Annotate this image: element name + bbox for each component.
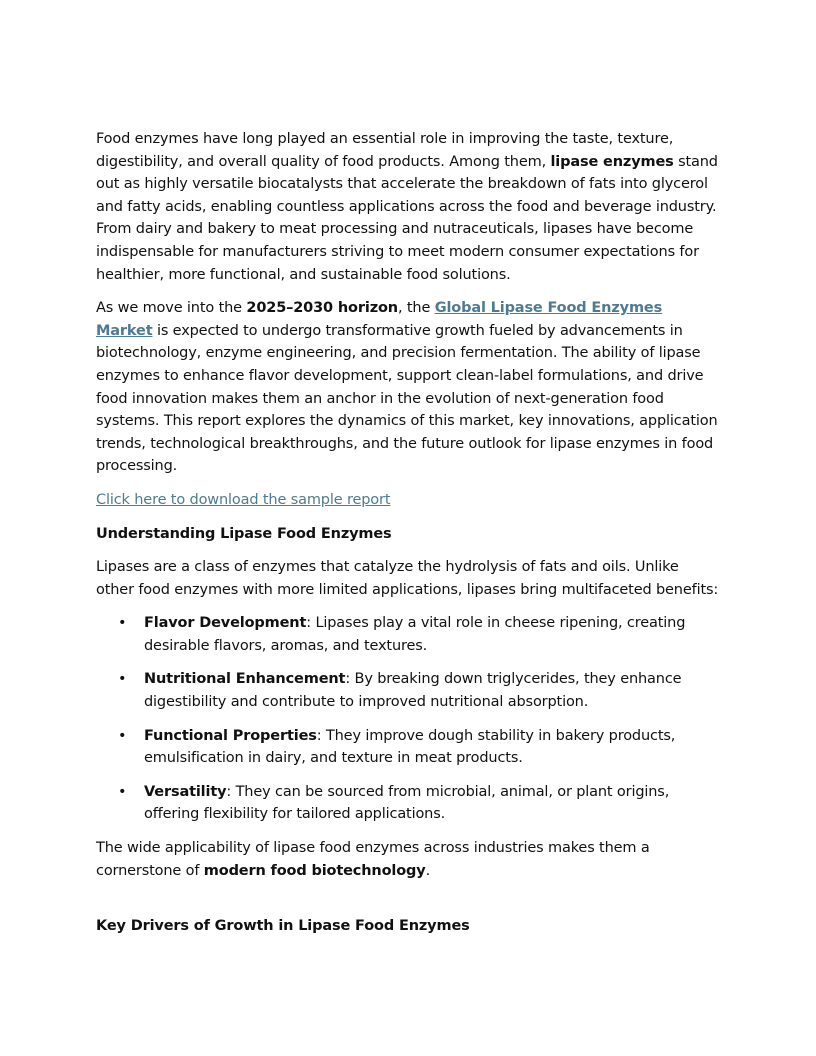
- horizon-text: As we move into the: [96, 300, 247, 317]
- bullet-icon: •: [118, 615, 127, 632]
- list-item-term: Versatility: [144, 783, 227, 800]
- closing-period: .: [425, 862, 431, 879]
- download-sample-link[interactable]: Click here to download the sample report: [96, 491, 391, 508]
- bullet-icon: •: [118, 727, 127, 744]
- list-item-text: : They improve dough stability in bakery products, emulsification in dairy, and texture in meat products.: [144, 727, 676, 767]
- benefits-list: [96, 612, 720, 826]
- market-report-link[interactable]: Global Lipase Food Enzymes Market: [96, 300, 663, 339]
- list-item-text: : Lipases play a vital role in cheese ripening, creating desirable flavors, aromas, and textures.: [144, 615, 686, 654]
- intro-emphasis: lipase enzymes: [550, 153, 674, 170]
- list-item: [96, 781, 720, 826]
- download-paragraph: [96, 489, 720, 512]
- horizon-text-continued: is expected to undergo transformative growth fueled by advancements in biotechnology, enzyme engineering, and precision fermentation. The ability of lipase enzymes to enhance flavor development, support clean-label formulations, and drive food innovation makes them an anchor in the evolution of next-generation food systems. This report explores the dynamics of this market, key innovations, application trends, technological breakthroughs, and the future outlook for lipase enzymes in food processing.: [96, 322, 718, 475]
- section-spacer: [96, 893, 720, 915]
- horizon-paragraph: [96, 297, 720, 478]
- horizon-emphasis: 2025–2030 horizon: [246, 300, 398, 317]
- list-item-term: Nutritional Enhancement: [144, 671, 346, 688]
- understanding-heading: Understanding Lipase Food Enzymes: [96, 525, 392, 542]
- understanding-lead: Lipases are a class of enzymes that catalyze the hydrolysis of fats and oils. Unlike other food enzymes with more limited applications, lipases bring multifaceted benefits:: [96, 559, 719, 598]
- intro-text: Food enzymes have long played an essential role in improving the taste, texture, digestibility, and overall quality of food products. Among them,: [96, 131, 674, 170]
- list-item-text: : By breaking down triglycerides, they enhance digestibility and contribute to improved nutritional absorption.: [144, 671, 682, 711]
- list-item-term: Flavor Development: [144, 615, 307, 632]
- intro-text-continued: stand out as highly versatile biocatalysts that accelerate the breakdown of fats into glycerol and fatty acids, enabling countless applications across the food and beverage industry. From dairy and bakery to meat processing and nutraceuticals, lipases have become indispensable for manufacturers striving to meet modern consumer expectations for healthier, more functional, and sustainable food solutions.: [96, 153, 718, 283]
- bullet-icon: •: [118, 783, 127, 800]
- closing-paragraph: [96, 837, 720, 882]
- list-item-term: Functional Properties: [144, 727, 317, 744]
- closing-emphasis: modern food biotechnology: [203, 862, 426, 879]
- drivers-heading: Key Drivers of Growth in Lipase Food Enzymes: [96, 918, 470, 935]
- list-item: [96, 725, 720, 770]
- horizon-text-joiner: , the: [397, 300, 435, 317]
- list-item: [96, 668, 720, 713]
- list-item-text: : They can be sourced from microbial, animal, or plant origins, offering flexibility for tailored applications.: [144, 783, 670, 823]
- intro-paragraph: [96, 128, 720, 286]
- closing-text: The wide applicability of lipase food enzymes across industries makes them a cornerstone of: [96, 840, 650, 879]
- list-item: [96, 612, 720, 657]
- bullet-icon: •: [118, 671, 127, 688]
- document-page: [96, 128, 720, 949]
